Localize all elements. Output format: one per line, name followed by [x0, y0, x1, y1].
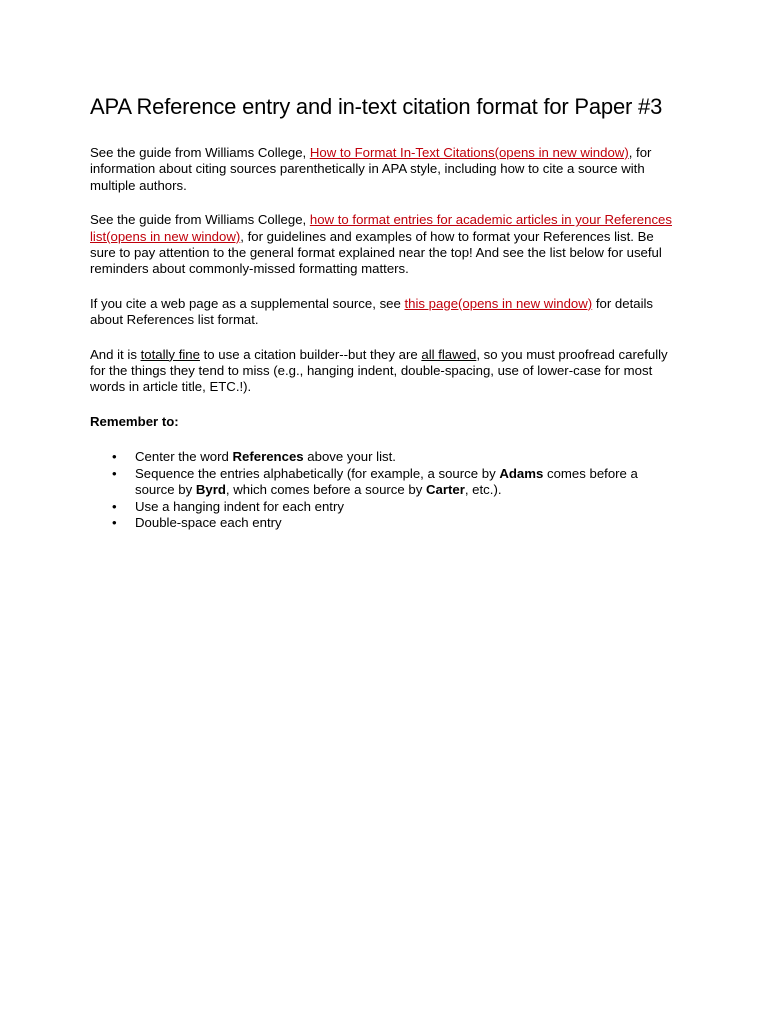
emphasis-totally-fine: totally fine: [140, 346, 200, 362]
paragraph-text: See the guide from Williams College,: [90, 212, 310, 228]
paragraph-text: to use a citation builder--but they are: [199, 346, 422, 362]
this-page-link[interactable]: this page(opens in new window): [404, 295, 593, 311]
paragraph-in-text-citations: [90, 145, 672, 194]
paragraph-text: , for guidelines and examples of how to format your References list. Be sure to pay attention to the general format explained near the top! And see the list below for useful reminders about commonly-missed formatting matters.: [90, 228, 662, 277]
bullet-icon: •: [112, 498, 117, 514]
list-item: • Double-space each entry: [112, 514, 282, 530]
bullet-icon: •: [112, 465, 117, 481]
emphasis-all-flawed: all flawed: [421, 346, 477, 362]
paragraph-text: See the guide from Williams College,: [90, 145, 310, 160]
paragraph-text: If you cite a web page as a supplemental source, see: [90, 295, 405, 311]
paragraph-text: And it is: [90, 346, 141, 362]
paragraph-text: , so you must proofread carefully for the things they tend to miss (e.g., hanging indent, double-spacing, use of lower-case for most words in article title, ETC.!).: [90, 346, 668, 395]
paragraph-citation-builder: [90, 347, 672, 396]
paragraph-text: for details about References list format.: [90, 295, 654, 328]
in-text-citations-link[interactable]: How to Format In-Text Citations(opens in new window): [309, 145, 629, 160]
academic-articles-entries-link[interactable]: how to format entries for academic articles in your References list(opens in new window): [90, 212, 672, 244]
list-item: • Sequence the entries alphabetically (for example, a source by Adams comes before a source by Byrd, which comes before a source by Carter, etc.).: [112, 465, 638, 498]
page-title: APA Reference entry and in-text citation format for Paper #3: [90, 94, 663, 119]
paragraph-text: , for information about citing sources parenthetically in APA style, including how to cite a source with multiple authors.: [90, 145, 652, 193]
bullet-icon: •: [112, 449, 117, 465]
remember-heading: Remember to:: [90, 413, 179, 429]
list-item: • Use a hanging indent for each entry: [112, 498, 344, 514]
paragraph-web-page-source: [90, 296, 672, 329]
paragraph-reference-entries: [90, 212, 672, 278]
reminder-list: [90, 449, 672, 531]
bullet-icon: •: [112, 514, 117, 530]
list-item: • Center the word References above your list.: [112, 449, 396, 465]
